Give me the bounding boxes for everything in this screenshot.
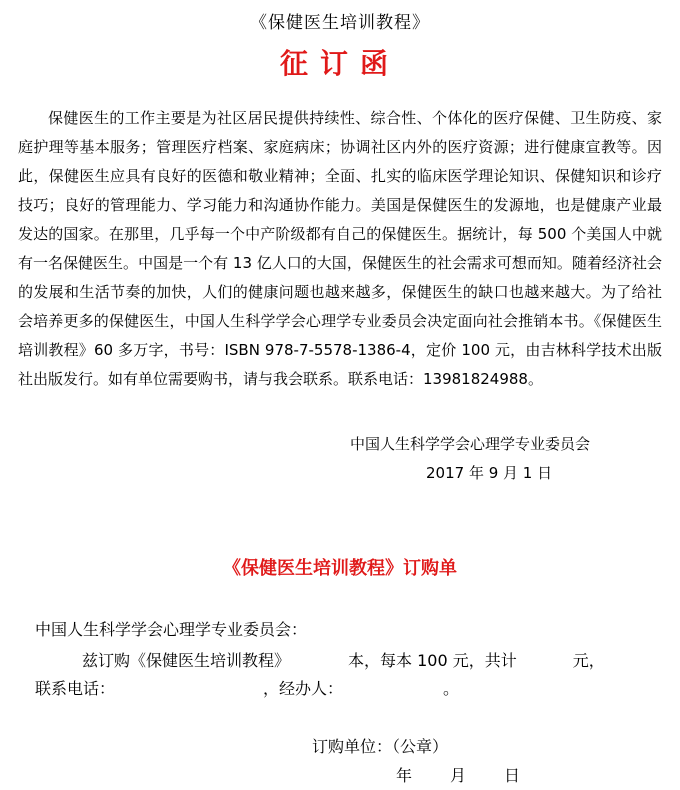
letter-title: 征订函 (279, 47, 400, 80)
order-unit-line: 订购单位：（公章） (312, 737, 449, 756)
order-currency: 元， (572, 651, 605, 670)
contact-label: 联系电话： (35, 679, 116, 698)
page-title: 《保健医生培训教程》 (250, 13, 430, 33)
month-label: 月 (450, 766, 467, 785)
contact-line (35, 676, 459, 699)
contact-period: 。 (443, 679, 460, 698)
order-form-title: 《保健医生培训教程》订购单 (223, 558, 457, 579)
year-label: 年 (396, 766, 413, 785)
order-unit: 本，每本 100 元，共计 (348, 651, 517, 670)
order-addressee: 中国人生科学学会心理学专业委员会： (35, 620, 308, 639)
sender-name: 中国人生科学学会心理学专业委员会 (350, 435, 591, 453)
signature-date-line (396, 763, 520, 786)
letter-body: 保健医生的工作主要是为社区居民提供持续性、综合性、个体化的医疗保健、卫生防疫、家庭护理等基本服务；管理医疗档案、家庭病床；协调社区内外的医疗资源；进行健康宣教等。因此，保健医生应具有良好的医德和敬业精神；全面、扎实的临床医学理论知识、保健知识和诊疗技巧；良好的管理能力、学习能力和沟通协作能力。美国是保健医生的发源地，也是健康产业最发达的国家。在那里，几乎每一个中产阶级都有自己的保健医生。据统计，每 500 个美国人中就有一名保健医生。中国是一个有 13 亿人口的大国，保健医生的社会需求可想而知。随着经济社会的发展和生活节奏的加快，人们的健康问题也越来越多，保健医生的缺口也越来越大。为了给社会培养更多的保健医生，中国人生科学学会心理学专业委员会决定面向社会推销本书。《保健医生培训教程》60 多万字，书号：ISBN 978-7-5578-1386-4，定价 100 元，由吉林科学技术出版社出版发行。如有单位需要购书，请与我会联系。联系电话：13981824988。 (18, 109, 662, 388)
order-prefix: 兹订购《保健医生培训教程》 (82, 651, 291, 670)
order-line (82, 648, 605, 671)
handler-label: ，经办人： (263, 679, 344, 698)
day-label: 日 (504, 766, 521, 785)
letter-date: 2017 年 9 月 1 日 (426, 464, 553, 482)
